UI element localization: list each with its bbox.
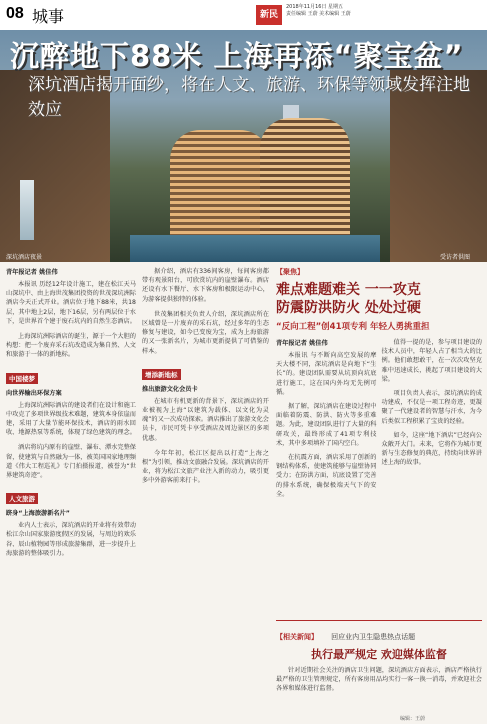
article-column-2 — [142, 267, 269, 492]
section-subhead-line: 向世界输出环保方案 — [6, 389, 62, 397]
related-text: 针对近期社会关注的酒店卫生问题，深坑酒店方面表示，酒店严格执行最严格的卫生管理规定，所有客房用品均实行一客一换一消毒，并欢迎社会各界和媒体进行监督。 — [276, 667, 482, 692]
paragraph: 本报讯 与不断向高空发展的摩天大楼不同，深坑酒店是向地下“生长”的。建设团队需要从坑顶向坑底进行施工，这在国内外均无先例可循。 — [276, 352, 377, 396]
quarry-pool — [130, 235, 380, 262]
article-subtitle: “反向工程”创41项专利 年轻人勇挑重担 — [276, 322, 430, 332]
paragraph: 上海深坑洲际酒店的诞生，源于一个大胆的构想：把一个废弃采石坑改造成为集自然、人文和旅游于一体的新地标。 — [6, 333, 136, 359]
related-tag: 【相关新闻】 — [276, 633, 318, 641]
subheadline: 深坑酒店揭开面纱，将在人文、旅游、环保等领域发挥注地效应 — [28, 75, 470, 120]
section-subhead: 人文旅游 — [6, 493, 38, 504]
sidebar-article — [276, 267, 482, 617]
paragraph: 世茂集团相关负责人介绍，深坑酒店所在区域曾是一片废弃的采石坑，经过多年的生态修复与建设，如今已变废为宝，成为上海旅游的又一张新名片，为城市更新提供了可借鉴的样本。 — [142, 310, 269, 355]
photo-credit: 受访者供图 — [440, 254, 471, 261]
issue-date: 2018年11月16日 星期五 责任编辑 王蔚 美术编辑 王蔚 — [286, 4, 351, 17]
hotel-wing-right — [260, 118, 350, 240]
newspaper-logo: 新民 — [256, 5, 282, 25]
headline: 沉醉地下88米 上海再添“聚宝盆” — [10, 39, 464, 73]
page-number: 08 — [6, 5, 24, 22]
hotel-wing-left — [170, 130, 270, 240]
section-subhead: 增添新地标 — [142, 369, 181, 380]
article-title: 难点难题难关 一一攻克 — [276, 282, 421, 298]
byline: 青年报记者 姚佳伟 — [6, 269, 58, 276]
page-header — [0, 0, 487, 31]
related-news — [276, 620, 482, 718]
article-column — [382, 338, 483, 504]
related-title: 执行最严规定 欢迎媒体监督 — [311, 648, 447, 661]
paragraph: 在城市有机更新的背景下，深坑酒店的开业被视为上海“以建筑为载体、以文化为灵魂”的又一次成功探索。酒店推出了旅游文化会员卡，市民可凭卡享受酒店及周边景区的多项优惠。 — [142, 397, 269, 442]
paragraph: 值得一提的是，参与项目建设的技术人员中，年轻人占了相当大的比例。他们敢想敢干，在一次次攻坚克难中迅速成长，挑起了项目建设的大梁。 — [381, 339, 482, 383]
paragraph: 酒店将坑内原有的崖壁、瀑布、潭水完整保留，使建筑与自然融为一体，被美国国家地理频道《伟大工程巡礼》专门拍摄报道，被誉为“世界建筑奇迹”。 — [6, 444, 136, 480]
paragraph: 在抗震方面，酒店采用了创新的钢结构体系，使建筑能够与崖壁协同受力；在防洪方面，坑底设置了完善的排水系统，确保极端天气下的安全。 — [276, 454, 377, 498]
section-title: 城事 — [32, 7, 65, 26]
byline: 青年报记者 姚佳伟 — [276, 340, 328, 347]
article-title: 防震防洪防火 处处过硬 — [276, 300, 421, 316]
article-columns — [276, 338, 482, 504]
article-tag: 【聚焦】 — [276, 268, 304, 276]
waterfall — [20, 180, 34, 240]
paragraph: 上海深坑洲际酒店的建设者们在设计和施工中攻克了多项世界级技术难题，建筑本身依崖而建，采用了大量节能环保技术，酒店的雨水回收、地源热泵等系统，体现了绿色建筑的理念。 — [6, 401, 136, 437]
paragraph: 据介绍，酒店有336间客房，每间客房都带有观景阳台，可欣赏坑内的崖壁瀑布。酒店还设有水下餐厅、水下客房和极限运动中心，为游客提供独特的体验。 — [142, 268, 269, 303]
paragraph: 如今，这座“地下酒店”已经向公众敞开大门。未来，它将作为城市更新与生态修复的典范，持续向世界讲述上海的故事。 — [381, 431, 482, 467]
paragraph: 本报讯 历经12年设计施工，建在松江天马山深坑中、由上海世茂集团投资的世茂深坑洲际酒店今天正式开业。酒店位于地下88米，共18层，其中地上2层，地下16层，另有两层位于水下，是世界首个建于废石坑内的自然生态酒店。 — [6, 281, 136, 325]
paragraph: 据了解，深坑酒店在建设过程中面临着防震、防洪、防火等多重难题。为此，建设团队进行了大量的科研攻关，最终形成了41项专利技术，其中多项填补了国内空白。 — [276, 403, 377, 447]
masthead — [256, 4, 481, 26]
paragraph: 项目负责人表示，深坑酒店的成功建成，不仅是一项工程奇迹，更凝聚了一代建设者的智慧与汗水，为今后类似工程积累了宝贵的经验。 — [381, 390, 482, 425]
related-subtitle: 回应业内卫生隐患热点话题 — [331, 633, 416, 641]
footer-editor: 编辑：王蔚 — [400, 716, 426, 722]
section-subhead: 中国楼梦 — [6, 373, 38, 384]
photo-caption: 深坑酒店夜景 — [6, 254, 43, 261]
article-column-1 — [6, 267, 136, 564]
paragraph: 今年年初，松江区提出以打造“上海之根”为引领，推动文旅融合发展。深坑酒店的开业，将为松江文旅产业注入新的动力，吸引更多中外游客前来打卡。 — [142, 449, 269, 485]
section-subhead-line: 跻身“上海旅游新名片” — [6, 510, 70, 518]
divider — [276, 620, 482, 621]
paragraph: 业内人士表示，深坑酒店的开业将有效带动松江佘山国家旅游度假区的发展，与周边的欢乐谷、辰山植物园等形成旅游集群，进一步提升上海旅游的整体吸引力。 — [6, 522, 136, 557]
section-subhead-line: 推出旅游文化会员卡 — [142, 385, 198, 393]
article-column — [276, 338, 377, 504]
